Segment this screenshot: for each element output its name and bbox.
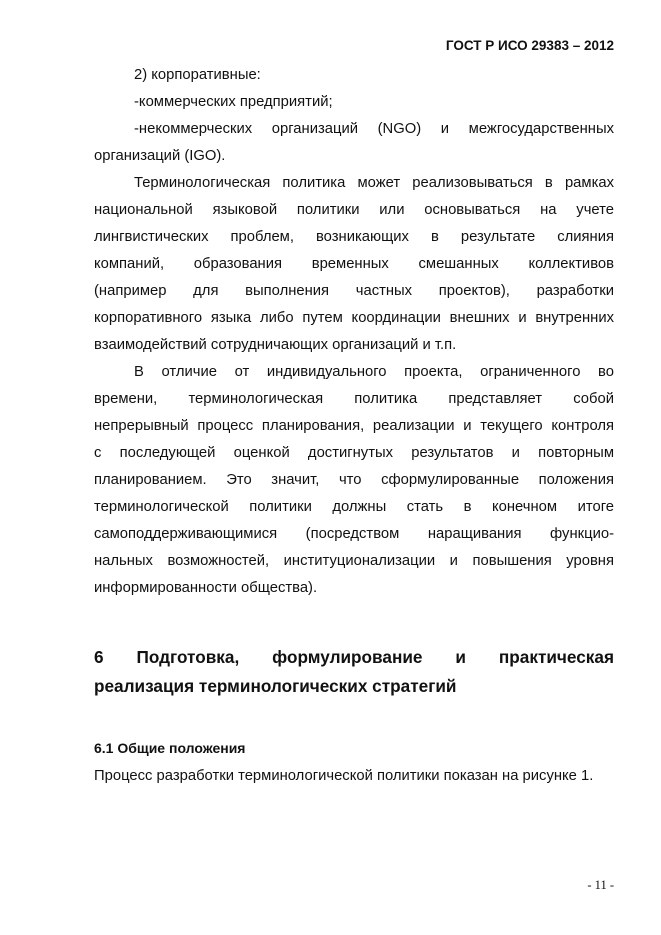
paragraph-line: организаций (IGO). (94, 148, 226, 164)
paragraph-line: В отличие от индивидуального проекта, ограниченного во (134, 364, 614, 380)
paragraph-line: национальной языковой политики или основываться на учете (94, 202, 614, 218)
section-heading-line: реализация терминологических стратегий (94, 676, 457, 696)
paragraph-line: компаний, образования временных смешанных коллективов (94, 256, 614, 272)
closing-paragraph: Процесс разработки терминологической политики показан на рисунке 1. (94, 768, 594, 784)
paragraph-line: непрерывный процесс планирования, реализации и текущего контроля (94, 418, 614, 434)
paragraph-line: 2) корпоративные: (134, 67, 261, 83)
paragraph-line: взаимодействий сотрудничающих организаций и т.п. (94, 337, 457, 353)
paragraph-line: планированием. Это значит, что сформулированные положения (94, 472, 614, 488)
paragraph-line: Терминологическая политика может реализовываться в рамках (134, 175, 614, 191)
paragraph-line: самоподдерживающимися (посредством наращивания функцио- (94, 526, 614, 542)
paragraph-line: времени, терминологическая политика представляет собой (94, 391, 614, 407)
paragraph-line: корпоративного языка либо путем координации внешних и внутренних (94, 310, 614, 326)
page-number: - 11 - (587, 878, 614, 892)
paragraph-line: лингвистических проблем, возникающих в результате слияния (94, 229, 614, 245)
section-heading-line: 6 Подготовка, формулирование и практическая (94, 647, 614, 667)
section-heading (94, 648, 614, 706)
subsection-heading: 6.1 Общие положения (94, 740, 246, 756)
paragraph-line: -некоммерческих организаций (NGO) и межгосударственных (134, 121, 614, 137)
body-text (94, 66, 614, 606)
paragraph-line: -коммерческих предприятий; (134, 94, 333, 110)
paragraph-line: (например для выполнения частных проектов), разработки (94, 283, 614, 299)
paragraph-line: нальных возможностей, институционализации и повышения уровня (94, 553, 614, 569)
paragraph-line: терминологической политики должны стать в конечном итоге (94, 499, 614, 515)
paragraph-line: с последующей оценкой достигнутых результатов и повторным (94, 445, 614, 461)
paragraph-line: информированности общества). (94, 580, 318, 596)
document-standard-header: ГОСТ Р ИСО 29383 – 2012 (445, 38, 614, 53)
